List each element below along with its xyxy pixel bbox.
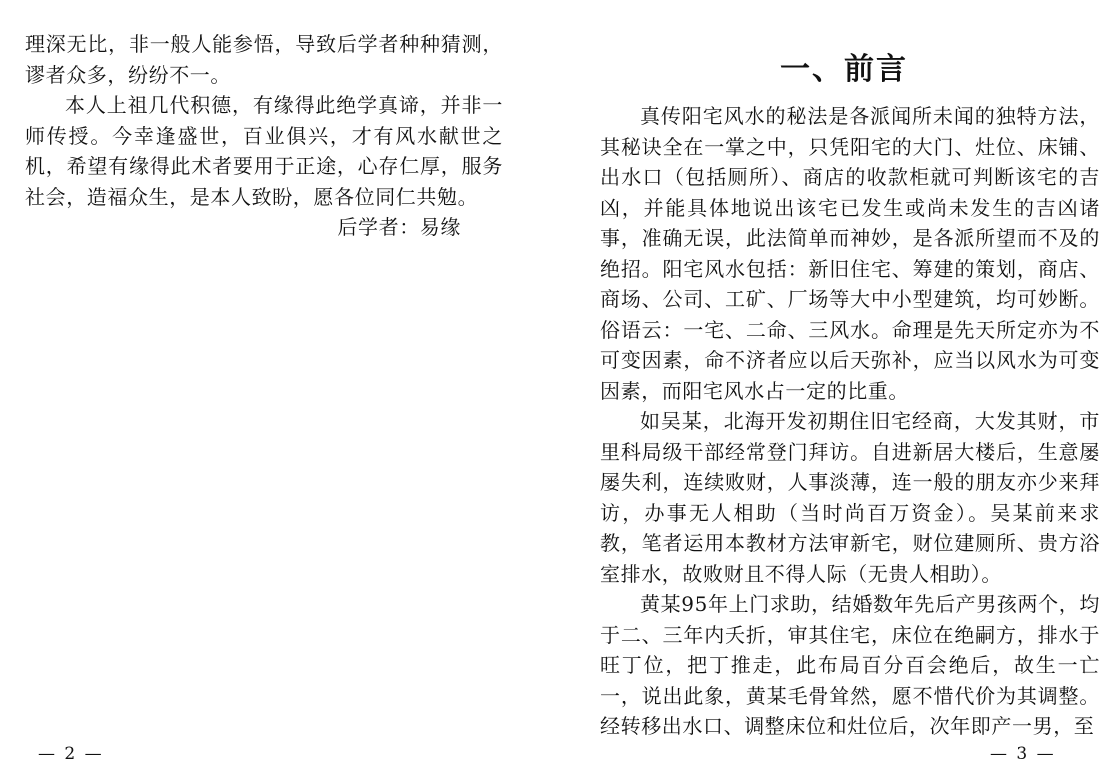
author-signature: 后学者：易缘 [337, 215, 461, 239]
left-page [0, 0, 503, 783]
paragraph: 黄某95年上门求助，结婚数年先后产男孩两个，均于二、三年内夭折，审其住宅，床位在绝嗣方，排水于旺丁位，把丁推走，此布局百分百会绝后，故生一亡一，说出此象，黄某毛骨耸然，愿不惜代价为其调整。经转移出水口、调整床位和灶位后，次年即产一男，至 [600, 592, 1100, 738]
right-page [560, 0, 1109, 783]
page-number: — 2 — [38, 744, 104, 764]
section-title: 一、前言 [780, 52, 908, 87]
page-number: — 3 — [990, 744, 1056, 764]
paragraph: 本人上祖几代积德，有缘得此绝学真谛，并非一师传授。今幸逢盛世，百业俱兴，才有风水献世之机，希望有缘得此术者要用于正途，心存仁厚，服务社会，造福众生，是本人致盼，愿各位同仁共勉。 [25, 93, 503, 209]
paragraph: 真传阳宅风水的秘法是各派闻所未闻的独特方法，其秘诀全在一掌之中，只凭阳宅的大门、灶位、床铺、出水口（包括厕所）、商店的收款柜就可判断该宅的吉凶，并能具体地说出该宅已发生或尚未发生的吉凶诸事，准确无误，此法简单而神妙，是各派所望而不及的绝招。阳宅风水包括：新旧住宅、筹建的策划，商店、商场、公司、工矿、厂场等大中小型建筑，均可妙断。俗语云：一宅、二命、三风水。命理是先天所定亦为不可变因素，命不济者应以后天弥补，应当以风水为可变因素，而阳宅风水占一定的比重。 [600, 104, 1100, 403]
paragraph: 如吴某，北海开发初期住旧宅经商，大发其财，市里科局级干部经常登门拜访。自进新居大楼后，生意屡屡失利，连续败财，人事淡薄，连一般的朋友亦少来拜访，办事无人相助（当时尚百万资金）。吴某前来求教，笔者运用本教材方法审新宅，财位建厕所、贵方浴室排水，故败财且不得人际（无贵人相助）。 [600, 409, 1100, 586]
right-page-body [600, 101, 1100, 742]
paragraph: 理深无比，非一般人能参悟，导致后学者种种猜测，谬者众多，纷纷不一。 [25, 32, 503, 87]
left-page-body [25, 29, 503, 243]
